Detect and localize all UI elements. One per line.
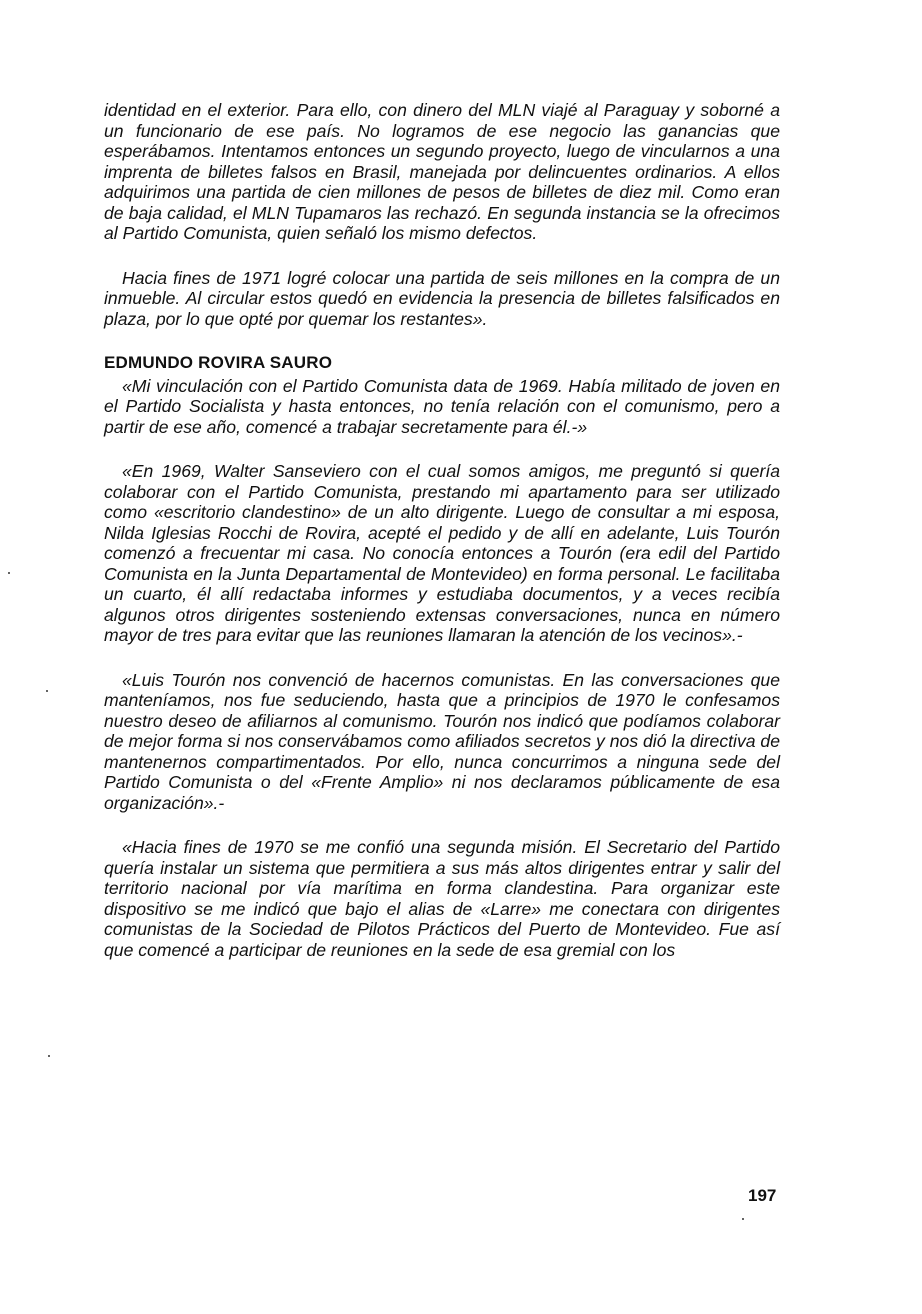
page-body <box>104 100 780 960</box>
scan-speck <box>742 1218 744 1220</box>
paragraph-4: «En 1969, Walter Sanseviero con el cual somos amigos, me preguntó si quería colaborar con el Partido Comunista, prestando mi apartamento para ser utilizado como «escritorio clandestino» de un alto dirigente. Luego de consultar a mi esposa, Nilda Iglesias Rocchi de Rovira, acepté el pedido y de allí en adelante, Luis Tourón comenzó a frecuentar mi casa. No conocía entonces a Tourón (era edil del Partido Comunista en la Junta Departamental de Montevideo) en forma personal. Le facilitaba un cuarto, él allí redactaba informes y estudiaba documentos, y a veces recibía algunos otros dirigentes sosteniendo extensas conversaciones, nunca en número mayor de tres para evitar que las reuniones llamaran la atención de los vecinos».- <box>104 461 780 645</box>
paragraph-1: identidad en el exterior. Para ello, con dinero del MLN viajé al Paraguay y soborné a un funcionario de ese país. No logramos de ese negocio las ganancias que esperábamos. Intentamos entonces un segundo proyecto, luego de vincularnos a una imprenta de billetes falsos en Brasil, manejada por delincuentes ordinarios. A ellos adquirimos una partida de cien millones de pesos de billetes de diez mil. Como eran de baja calidad, el MLN Tupamaros las rechazó. En segunda instancia se la ofrecimos al Partido Comunista, quien señaló los mismo defectos. <box>104 100 780 243</box>
paragraph-2: Hacia fines de 1971 logré colocar una partida de seis millones en la compra de un inmueble. Al circular estos quedó en evidencia la presencia de billetes falsificados en plaza, por lo que opté por quemar los restantes». <box>104 267 780 329</box>
scan-speck <box>46 690 48 692</box>
scan-speck <box>8 572 10 574</box>
paragraph-6: «Hacia fines de 1970 se me confió una segunda misión. El Secretario del Partido quería instalar un sistema que permitiera a sus más altos dirigentes entrar y salir del territorio nacional por vía marítima en forma clandestina. Para organizar este dispositivo se me indicó que bajo el alias de «Larre» me conectara con dirigentes comunistas de la Sociedad de Pilotos Prácticos del Puerto de Montevideo. Fue así que comencé a participar de reuniones en la sede de esa gremial con los <box>104 837 780 960</box>
scan-speck <box>48 1055 50 1057</box>
section-heading: EDMUNDO ROVIRA SAURO <box>104 353 333 372</box>
page-number: 197 <box>748 1186 777 1205</box>
paragraph-3: «Mi vinculación con el Partido Comunista data de 1969. Había militado de joven en el Partido Socialista y hasta entonces, no tenía relación con el comunismo, pero a partir de ese año, comencé a trabajar secretamente para él.-» <box>104 375 780 437</box>
paragraph-5: «Luis Tourón nos convenció de hacernos comunistas. En las conversaciones que manteníamos, nos fue seduciendo, hasta que a principios de 1970 le confesamos nuestro deseo de afiliarnos al comunismo. Tourón nos indicó que podíamos colaborar de mejor forma si nos conservábamos como afiliados secretos y nos dió la directiva de mantenernos compartimentados. Por ello, nunca concurrimos a ninguna sede del Partido Comunista o del «Frente Amplio» ni nos declaramos públicamente de esa organización».- <box>104 669 780 813</box>
